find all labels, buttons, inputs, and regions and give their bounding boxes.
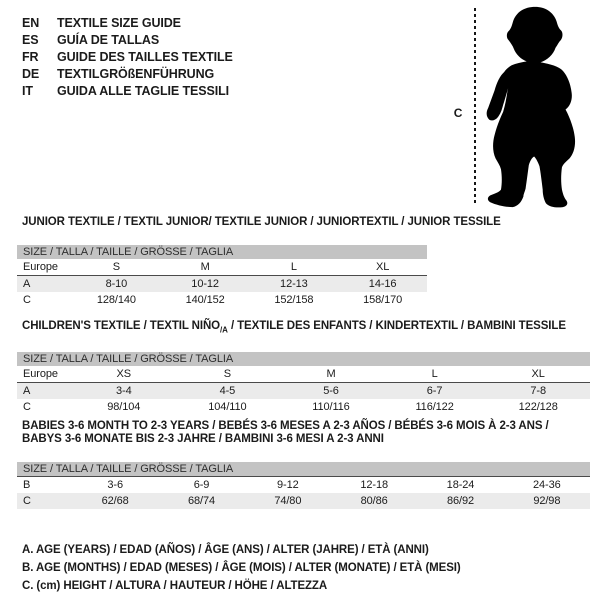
lang-text: GUIDE DES TAILLES TEXTILE xyxy=(57,50,233,64)
lang-code: IT xyxy=(22,84,33,98)
lang-row-fr xyxy=(22,49,233,66)
table-cell: 12-13 xyxy=(280,278,308,290)
lang-row-es xyxy=(22,32,233,49)
table-cell: 6-7 xyxy=(426,385,443,398)
footnote-a: A. AGE (YEARS) / EDAD (AÑOS) / ÂGE (ANS) / ALTER (JAHRE) / ETÀ (ANNI) xyxy=(22,544,429,556)
table-cell: 152/158 xyxy=(274,294,314,306)
table-cell: 4-5 xyxy=(219,385,236,398)
table-cell: 158/170 xyxy=(363,294,403,306)
table-cell: 18-24 xyxy=(446,479,475,491)
table-cell: M xyxy=(200,261,210,273)
table-cell: 8-10 xyxy=(105,278,128,290)
lang-text: TEXTILE SIZE GUIDE xyxy=(57,16,181,30)
table-cell: 14-16 xyxy=(368,278,397,290)
junior-textile-section xyxy=(17,216,501,308)
row-label: A xyxy=(23,278,31,290)
size-header-bar: SIZE / TALLA / TAILLE / GRÖSSE / TAGLIA xyxy=(17,245,427,259)
table-cell: 98/104 xyxy=(107,401,141,414)
lang-text: GUIDA ALLE TAGLIE TESSILI xyxy=(57,84,230,98)
lang-code: ES xyxy=(22,33,39,47)
lang-row-it xyxy=(22,83,233,100)
table-cell: L xyxy=(431,368,438,381)
table-cell: 140/152 xyxy=(185,294,225,306)
row-label: B xyxy=(23,479,31,491)
table-cell: 3-4 xyxy=(115,385,132,398)
row-label: A xyxy=(23,385,31,398)
table-cell: 80/86 xyxy=(360,495,388,507)
size-header-bar: SIZE / TALLA / TAILLE / GRÖSSE / TAGLIA xyxy=(17,462,590,476)
row-label: Europe xyxy=(23,261,58,273)
table-cell: S xyxy=(223,368,232,381)
lang-text: GUÍA DE TALLAS xyxy=(57,33,160,47)
table-cell: M xyxy=(326,368,336,381)
footnote-b: B. AGE (MONTHS) / EDAD (MESES) / ÂGE (MOIS) / ALTER (MONATE) / ETÀ (MESI) xyxy=(22,562,461,574)
table-cell: XL xyxy=(375,261,390,273)
table-cell: 12-18 xyxy=(360,479,388,491)
language-header xyxy=(22,15,233,100)
lang-code: FR xyxy=(22,50,39,64)
table-row xyxy=(17,399,590,415)
table-cell: 122/128 xyxy=(518,401,558,414)
height-dashed-line xyxy=(474,8,476,206)
table-cell: 74/80 xyxy=(274,495,302,507)
height-figure xyxy=(448,0,600,215)
lang-row-en xyxy=(22,15,233,32)
children-size-table xyxy=(17,352,590,415)
height-c-label: C xyxy=(453,106,463,120)
table-cell: 104/110 xyxy=(208,401,247,414)
table-row xyxy=(17,382,590,399)
lang-row-de xyxy=(22,66,233,83)
table-cell: 9-12 xyxy=(277,479,299,491)
table-cell: L xyxy=(290,261,297,273)
table-cell: 86/92 xyxy=(446,495,474,507)
table-cell: 68/74 xyxy=(187,495,215,507)
table-cell: S xyxy=(112,261,120,273)
baby-silhouette-icon xyxy=(486,4,578,210)
table-cell: 6-9 xyxy=(193,479,210,491)
table-row xyxy=(17,493,590,509)
table-cell: 116/122 xyxy=(415,401,454,414)
lang-code: EN xyxy=(22,16,40,30)
table-row xyxy=(17,366,590,382)
babies-table-title: BABIES 3-6 MONTH TO 2-3 YEARS / BEBÉS 3-6 MESES A 2-3 AÑOS / BÉBÉS 3-6 MOIS À 2-3 ANS / BABYS 3-6 MONATE BIS 2-3 JAHRE / BAMBINI 3-6 MESI A 2-3 ANNI xyxy=(22,420,549,445)
table-cell: 10-12 xyxy=(191,278,219,290)
row-label: C xyxy=(23,401,31,414)
row-label: Europe xyxy=(23,368,58,381)
legend-footnotes xyxy=(22,541,461,595)
table-cell: 110/116 xyxy=(312,401,350,414)
babies-size-table xyxy=(17,462,590,509)
junior-table-title: JUNIOR TEXTILE / TEXTIL JUNIOR/ TEXTILE JUNIOR / JUNIORTEXTIL / JUNIOR TESSILE xyxy=(22,216,501,228)
lang-code: DE xyxy=(22,67,40,81)
table-cell: 3-6 xyxy=(107,479,123,491)
lang-text: TEXTILGRÖßENFÜHRUNG xyxy=(57,67,215,81)
table-cell: XS xyxy=(116,368,132,381)
children-table-title: CHILDREN'S TEXTILE / TEXTIL $NIÑO_{/A}$ / TEXTILE DES ENFANTS / KINDERTEXTIL / BAMBINI TESSILE xyxy=(22,320,566,335)
table-cell: 62/68 xyxy=(101,495,129,507)
babies-textile-section xyxy=(17,420,590,509)
table-row xyxy=(17,476,590,493)
table-row xyxy=(17,259,427,275)
table-cell: 24-36 xyxy=(533,479,561,491)
row-label: C xyxy=(23,294,31,306)
children-textile-section xyxy=(17,320,590,415)
table-cell: 7-8 xyxy=(530,385,546,398)
table-cell: 5-6 xyxy=(323,385,339,398)
table-cell: XL xyxy=(531,368,545,381)
table-row xyxy=(17,275,427,292)
table-cell: 92/98 xyxy=(533,495,561,507)
size-header-bar: SIZE / TALLA / TAILLE / GRÖSSE / TAGLIA xyxy=(17,352,590,366)
row-label: C xyxy=(23,495,31,507)
table-row xyxy=(17,292,427,308)
table-cell: 128/140 xyxy=(96,294,136,306)
footnote-c: C. (cm) HEIGHT / ALTURA / HAUTEUR / HÖHE / ALTEZZA xyxy=(22,580,328,592)
junior-size-table xyxy=(17,245,427,308)
